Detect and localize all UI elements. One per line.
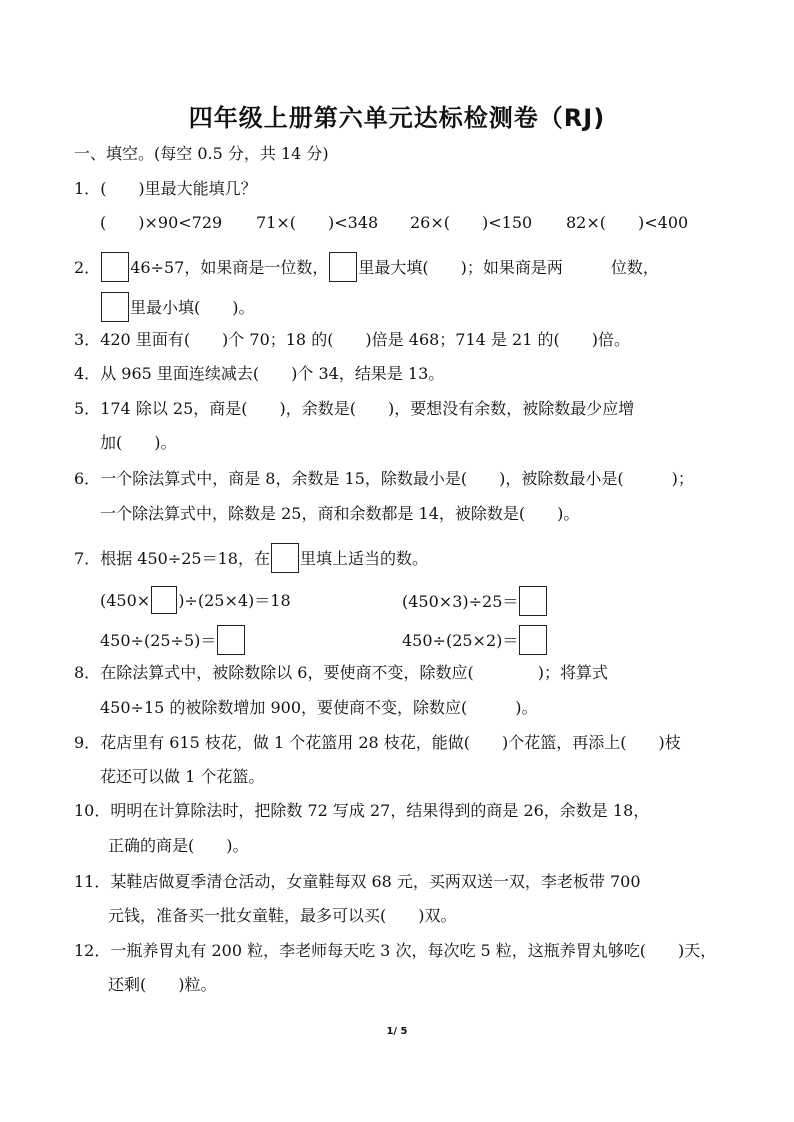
equation-text: 450÷(25×2)＝ (402, 631, 519, 650)
question-text: 根据 450÷25＝18，在 (100, 549, 270, 568)
question-7 (74, 543, 428, 573)
question-number: 10． (74, 801, 111, 820)
page-title: 四年级上册第六单元达标检测卷（RJ) (188, 104, 606, 132)
question-2-cont (100, 292, 255, 322)
answer-box[interactable] (519, 586, 547, 616)
question-text: 从 965 里面连续减去( )个 34，结果是 13。 (100, 364, 445, 383)
section-heading: 一、填空。(每空 0.5 分，共 14 分) (74, 144, 329, 163)
answer-box[interactable] (329, 252, 357, 282)
question-1 (74, 178, 257, 200)
question-number: 2． (74, 258, 101, 277)
question-8 (74, 662, 608, 684)
question-text: 一个除法算式中，商是 8，余数是 15，除数最小是( )，被除数最小是( )； (100, 469, 694, 488)
question-10-cont: 正确的商是( )。 (108, 836, 249, 855)
q7-equation-1 (100, 586, 291, 614)
answer-box[interactable] (101, 292, 129, 322)
question-text: 里填上适当的数。 (299, 549, 428, 568)
answer-box[interactable] (519, 625, 547, 655)
question-number: 4． (74, 364, 101, 383)
question-12-cont: 还剩( )粒。 (108, 975, 217, 994)
equation-text: (450×3)÷25＝ (402, 592, 519, 611)
question-11 (74, 871, 641, 893)
question-6 (74, 468, 694, 490)
question-text: 420 里面有( )个 70；18 的( )倍是 468；714 是 21 的( )倍。 (100, 330, 630, 349)
question-5 (74, 398, 634, 420)
question-4 (74, 363, 444, 385)
question-number: 7． (74, 549, 101, 568)
question-11-cont: 元钱，准备买一批女童鞋，最多可以买( )双。 (108, 906, 457, 925)
question-8-cont: 450÷15 的被除数增加 900，要使商不变，除数应( )。 (100, 698, 538, 717)
answer-box[interactable] (101, 252, 129, 282)
question-6-cont: 一个除法算式中，除数是 25，商和余数都是 14，被除数是( )。 (100, 504, 580, 523)
question-number: 6． (74, 469, 101, 488)
q7-equation-4 (402, 625, 548, 655)
q1-item-3: 26×( )<150 (410, 213, 533, 232)
question-text: 明明在计算除法时，把除数 72 写成 27，结果得到的商是 26，余数是 18， (110, 801, 650, 820)
answer-box[interactable] (151, 586, 177, 614)
question-3 (74, 329, 630, 351)
question-10 (74, 800, 649, 822)
question-number: 12． (74, 941, 111, 960)
question-number: 11． (74, 872, 111, 891)
q1-item-2: 71×( )<348 (256, 213, 379, 232)
question-text: 一瓶养胃丸有 200 粒，李老师每天吃 3 次，每次吃 5 粒，这瓶养胃丸够吃( )天， (110, 941, 717, 960)
question-9-cont: 花还可以做 1 个花篮。 (100, 767, 265, 786)
question-text: 46÷57，如果商是一位数， (130, 258, 329, 277)
question-text: 里最大填( )；如果商是两 (358, 258, 563, 277)
q1-item-4: 82×( )<400 (566, 213, 689, 232)
question-number: 3． (74, 330, 101, 349)
question-9 (74, 732, 681, 754)
equation-text: 450÷(25÷5)＝ (100, 631, 217, 650)
answer-box[interactable] (217, 625, 245, 655)
equation-text: (450× (100, 591, 151, 610)
question-text: 174 除以 25，商是( )，余数是( )，要想没有余数，被除数最少应增 (100, 399, 635, 418)
question-number: 1． (74, 179, 101, 198)
question-number: 8． (74, 663, 101, 682)
question-5-cont: 加( )。 (100, 433, 177, 452)
question-text: 里最小填( )。 (130, 298, 255, 317)
equation-text: )÷(25×4)＝18 (178, 591, 291, 610)
page-number: 1/ 5 (386, 1026, 408, 1037)
question-number: 5． (74, 399, 101, 418)
question-12 (74, 940, 716, 962)
question-text: 位数， (610, 258, 659, 277)
q7-equation-3 (100, 625, 246, 655)
question-text: 在除法算式中，被除数除以 6，要使商不变，除数应( )；将算式 (100, 663, 608, 682)
question-2 (74, 252, 659, 282)
question-text: 花店里有 615 枝花，做 1 个花篮用 28 枝花，能做( )个花篮，再添上( )枝 (100, 733, 681, 752)
question-text: ( )里最大能填几？ (100, 179, 257, 198)
answer-box[interactable] (271, 543, 299, 573)
question-number: 9． (74, 733, 101, 752)
question-text: 某鞋店做夏季清仓活动，女童鞋每双 68 元，买两双送一双，李老板带 700 (110, 872, 641, 891)
q7-equation-2 (402, 586, 548, 616)
q1-item-1: ( )×90<729 (100, 213, 223, 232)
